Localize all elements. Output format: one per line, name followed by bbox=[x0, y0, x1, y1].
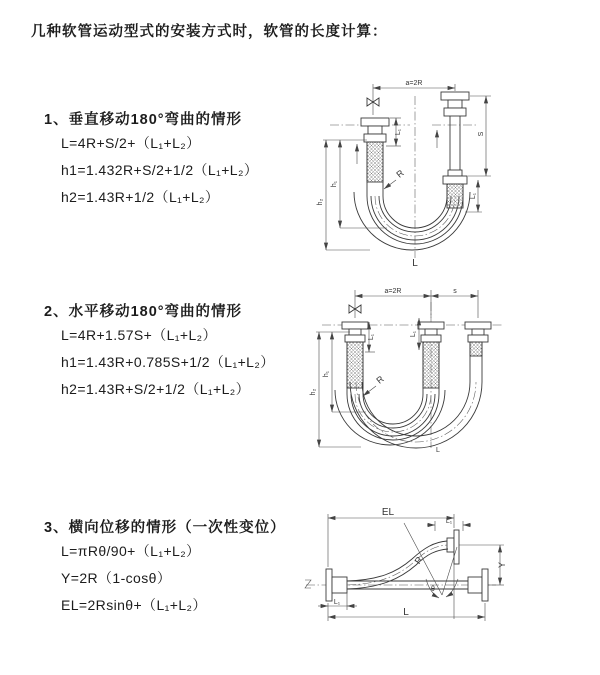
section-2-formula-h1: h1=1.43R+0.785S+1/2（L₁+L₂） bbox=[61, 354, 275, 370]
section-2-formula-h2: h2=1.43R+S/2+1/2（L₁+L₂） bbox=[61, 381, 251, 397]
braided-hose-section bbox=[367, 142, 383, 182]
dimension-label-L1: L₁ bbox=[395, 128, 402, 136]
section-3-formula-L: L=πRθ/90+（L₁+L₂） bbox=[61, 543, 201, 559]
section-1-formula-L: L=4R+S/2+（L₁+L₂） bbox=[61, 135, 201, 151]
angle-label-theta: θ bbox=[431, 586, 435, 593]
radius-label: R bbox=[394, 167, 406, 180]
centerline-break-mark bbox=[305, 580, 311, 588]
hose-u-bend-position-2 bbox=[350, 342, 482, 448]
section-3-formula-Y: Y=2R（1-cosθ） bbox=[61, 570, 172, 586]
hose-u-bend bbox=[354, 142, 470, 250]
dimension-label-s: s bbox=[453, 288, 457, 295]
radius-label: R bbox=[374, 373, 386, 386]
dimension-label-L1: L₁ bbox=[333, 599, 341, 606]
section-3-heading: 3、横向位移的情形（一次性变位） bbox=[44, 520, 286, 536]
right-fitting bbox=[441, 92, 469, 184]
radius-label: R bbox=[412, 554, 425, 566]
radius-leader bbox=[363, 386, 376, 396]
braided-hose-section bbox=[423, 342, 439, 388]
dimension-label-a-2R: a=2R bbox=[405, 80, 423, 87]
dimension-label-h1: h₁ bbox=[323, 370, 330, 378]
braided-hose-section bbox=[447, 184, 463, 208]
right-fitting bbox=[465, 322, 491, 342]
dimension-label-EL: EL bbox=[381, 507, 395, 518]
page-title: 几种软管运动型式的安装方式时，软管的长度计算： bbox=[31, 24, 388, 40]
section-1-heading: 1、垂直移动180°弯曲的情形 bbox=[44, 112, 243, 128]
angle-arc bbox=[446, 579, 458, 597]
dimension-label-L1: L₁ bbox=[470, 192, 477, 200]
radius-line bbox=[442, 547, 457, 595]
section-1-formula-h1: h1=1.432R+S/2+1/2（L₁+L₂） bbox=[61, 162, 259, 178]
left-fitting bbox=[361, 118, 389, 142]
braided-hose-section bbox=[347, 342, 363, 388]
dimension-label-h1: h₁ bbox=[331, 180, 338, 188]
section-2-formula-L: L=4R+1.57S+（L₁+L₂） bbox=[61, 327, 217, 343]
section-2-heading: 2、水平移动180°弯曲的情形 bbox=[44, 304, 243, 320]
left-flange bbox=[326, 569, 347, 601]
dimension-label-a-2R: a=2R bbox=[384, 288, 402, 295]
length-label-L: L bbox=[412, 258, 418, 269]
dimension-label-L1: L₁ bbox=[445, 518, 453, 525]
radius-line bbox=[404, 523, 442, 595]
diagram-lateral-displacement bbox=[300, 505, 590, 650]
dimension-label-Y: Y bbox=[497, 561, 507, 569]
middle-fitting bbox=[418, 322, 444, 342]
dimension-label-S: S bbox=[478, 131, 485, 137]
dimension-label-L1: L₁ bbox=[410, 330, 417, 338]
section-3-formula-EL: EL=2Rsinθ+（L₁+L₂） bbox=[61, 597, 207, 613]
length-label-L: L bbox=[436, 447, 440, 454]
diagram-vertical-180-bend bbox=[312, 72, 522, 270]
dimension-label-L: L bbox=[403, 607, 409, 618]
dimension-label-h2: h₂ bbox=[310, 388, 317, 396]
section-1-formula-h2: h2=1.43R+1/2（L₁+L₂） bbox=[61, 189, 220, 205]
radius-leader bbox=[384, 180, 396, 189]
braided-hose-section bbox=[470, 342, 482, 356]
hose-displaced-position bbox=[347, 541, 448, 589]
dimension-label-L1: L₁ bbox=[368, 333, 375, 341]
right-flange bbox=[468, 569, 488, 601]
diagram-horizontal-180-bend bbox=[306, 282, 574, 456]
dimension-label-h2: h₂ bbox=[317, 198, 324, 206]
